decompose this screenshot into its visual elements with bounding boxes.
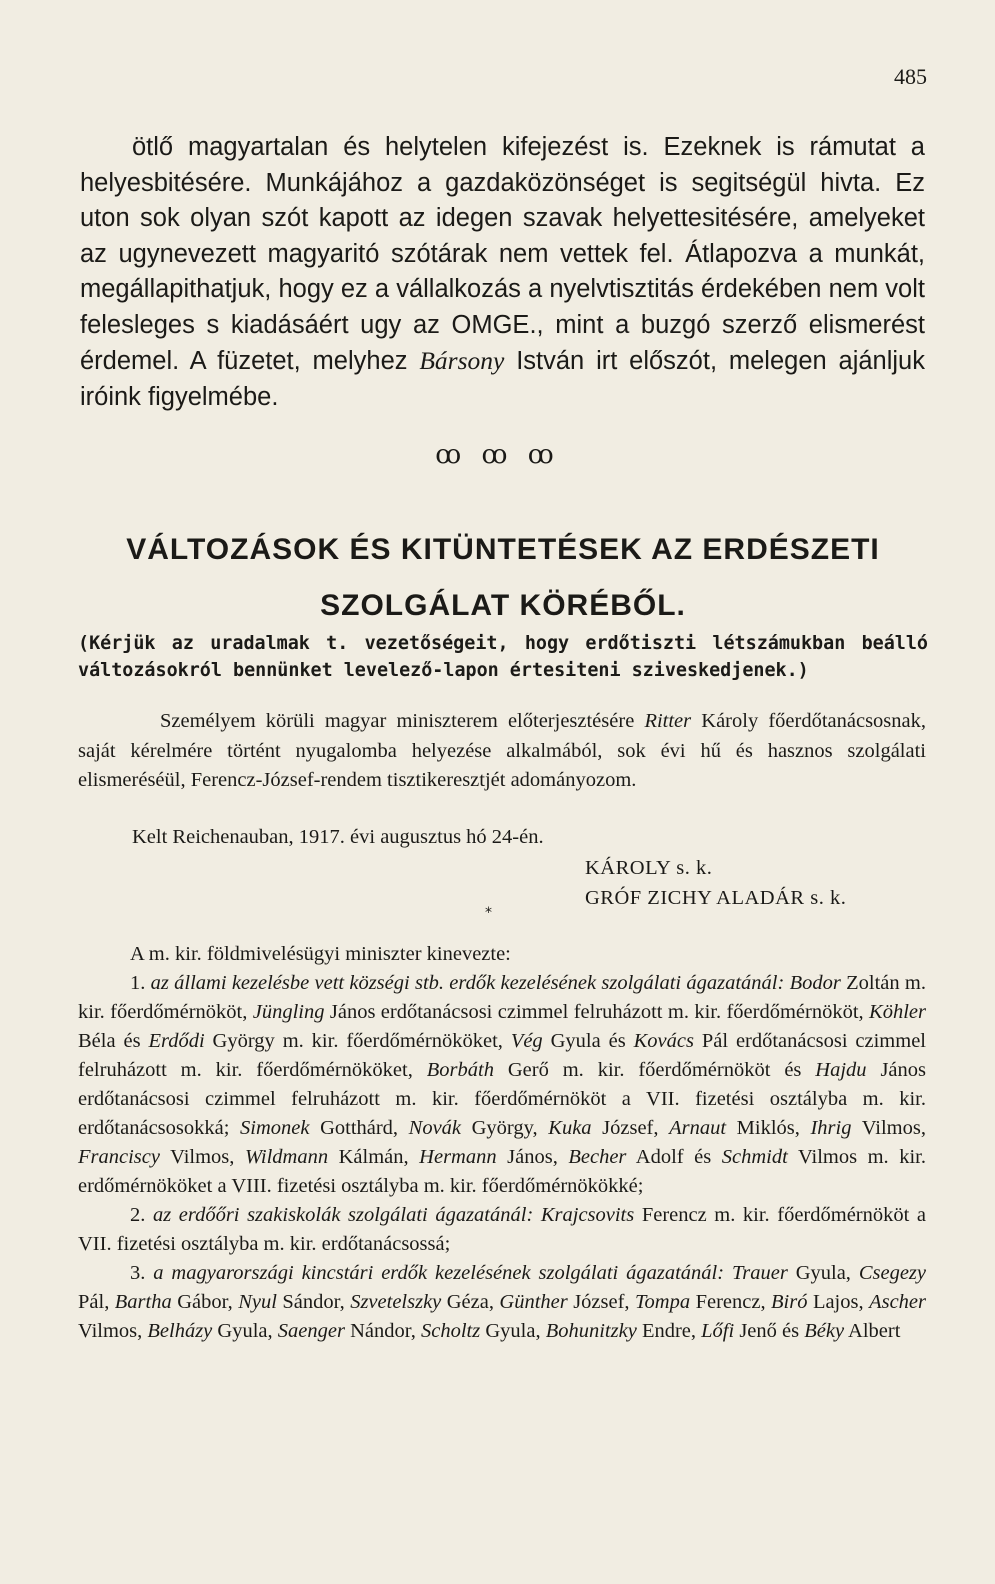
appointment-item-1: 1. az állami kezelésbe vett községi stb. erdők kezelésének szolgálati ágazatánál: Bodor Zoltán m. kir. főerdőmérnököt, Jüngling János erdőtanácsosi czimmel felruházott m. kir. főerdőmérnököt, Köhler Béla és Erdődi György m. kir. főerdőmérnököket, Vég Gyula és Kovács Pál erdőtanácsosi czimmel felruházott m. kir. főerdőmérnököket, Borbáth Gerő m. kir. főerdőmérnököt és Hajdu János erdőtanácsosi czimmel felruházott m. kir. főerdőmérnököt a VII. fizetési osztályba m. kir. erdőtanácsosokká; Simonek Gotthárd, Novák György, Kuka József, Arnaut Miklós, Ihrig Vilmos, Franciscy Vilmos, Wildmann Kálmán, Hermann János, Becher Adolf és Schmidt Vilmos m. kir. erdőmérnököket a VIII. fizetési osztályba m. kir. főerdőmérnökökké; <box>78 972 926 1197</box>
decree-text: Személyem körüli magyar miniszterem előterjesztésére <box>160 710 635 732</box>
item-heading: az erdőőri szakiskolák szolgálati ágazatánál: <box>152 1204 534 1226</box>
decree-text-end: Károly főerdőtanácsosnak, saját kérelmére történt nyugalomba helyezése alkalmából, sok évi hű és hasznos szolgálati elismeréséül, Ferencz-József-rendem tisztikeresztjét adományozom. <box>78 710 927 791</box>
signature-king: KÁROLY s. k. <box>585 857 713 879</box>
review-text-end: István irt előszót, melegen ajánljuk iróink figyelmébe. <box>80 347 925 411</box>
section-ornament: ꝏ ꝏ ꝏ <box>435 440 560 470</box>
appointment-item-2: 2. az erdőőri szakiskolák szolgálati ágazatánál: Krajcsovits Ferencz m. kir. főerdőmérnököt a VII. fizetési osztályba m. kir. erdőtanácsossá; <box>78 1204 926 1255</box>
review-paragraph <box>80 130 925 415</box>
heading-line-2: SZOLGÁLAT KÖRÉBŐL. <box>320 589 686 622</box>
item-heading: a magyarországi kincstári erdők kezelésének szolgálati ágazatánál: <box>153 1262 725 1284</box>
appointments-section <box>78 940 926 1346</box>
decree-date: Kelt Reichenauban, 1917. évi augusztus hó 24-én. <box>132 826 544 848</box>
decree-name: Ritter <box>644 710 692 732</box>
item-heading: az állami kezelésbe vett községi stb. erdők kezelésének szolgálati ágazatánál: <box>150 972 785 994</box>
royal-decree <box>78 707 926 796</box>
separator-asterisk: * <box>485 905 492 921</box>
section-heading <box>78 522 928 634</box>
editorial-notice: (Kérjük az uradalmak t. vezetőségeit, hogy erdőtiszti létszámukban beálló változásokról bennünket levelező-lapon értesiteni sziveskedjenek.) <box>78 633 928 681</box>
appointments-intro: A m. kir. földmivelésügyi miniszter kinevezte: <box>130 943 511 965</box>
heading-line-1: VÁLTOZÁSOK ÉS KITÜNTETÉSEK AZ ERDÉSZETI <box>126 533 880 566</box>
author-name: Bársony <box>419 346 505 375</box>
appointment-item-3: 3. a magyarországi kincstári erdők kezelésének szolgálati ágazatánál: Trauer Gyula, Csegezy Pál, Bartha Gábor, Nyul Sándor, Szvetelszky Géza, Günther József, Tompa Ferencz, Biró Lajos, Ascher Vilmos, Belházy Gyula, Saenger Nándor, Scholtz Gyula, Bohunitzky Endre, Lőfi Jenő és Béky Albert <box>78 1262 927 1342</box>
review-text: ötlő magyartalan és helytelen kifejezést is. Ezeknek is rámutat a helyesbitésére. Munkájához a gazdaközönséget is segitségül hivta. Ez uton sok olyan szót kapott az idegen szavak helyettesitésére, amelyeket az ugynevezett magyaritó szótárak nem vettek fel. Átlapozva a munkát, megállapithatjuk, hogy ez a vállalkozás a nyelvtisztitás érdekében nem volt felesleges s kiadásáért ugy az OMGE., mint a buzgó szerző elismerést érdemel. A füzetet, melyhez <box>80 133 925 375</box>
page-number: 485 <box>894 64 927 89</box>
signature-minister: GRÓF ZICHY ALADÁR s. k. <box>585 887 847 909</box>
